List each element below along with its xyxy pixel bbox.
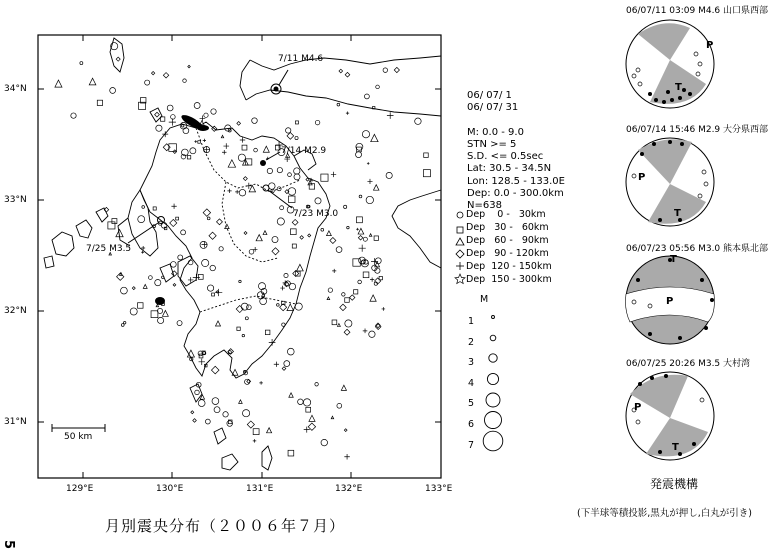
epicenter-mark xyxy=(108,222,115,229)
epicenter-mark xyxy=(308,234,311,237)
epicenter-mark xyxy=(245,317,248,320)
std-dev: S.D. <= 0.5sec xyxy=(467,151,544,163)
epicenter-mark xyxy=(223,412,228,417)
mag-4: 4 xyxy=(468,377,475,389)
epicenter-mark xyxy=(160,117,164,121)
epicenter-mark xyxy=(315,198,321,204)
epicenter-mark xyxy=(359,195,362,198)
epicenter-mark xyxy=(171,115,176,120)
mag-legend-symbols xyxy=(480,310,506,460)
epicenter-mark xyxy=(223,143,229,149)
epicenter-mark xyxy=(239,189,246,196)
epicenter-mark xyxy=(177,321,182,326)
epicenter-mark xyxy=(375,258,381,264)
epicenter-mark xyxy=(194,103,200,109)
mechanism-label-4: 06/07/25 20:26 M3.5 大村湾 xyxy=(626,359,751,369)
p-axis-mark: P xyxy=(634,402,642,413)
epicenter-mark xyxy=(339,69,343,73)
lat-label: 33°N xyxy=(4,195,27,205)
epicenter-mark xyxy=(198,274,203,279)
epicenter-mark xyxy=(376,85,380,89)
mag-6: 6 xyxy=(468,418,475,430)
epicenter-mark xyxy=(170,219,177,226)
epicenter-mark xyxy=(203,139,206,142)
epicenter-mark xyxy=(55,80,62,87)
mechanism-label-2: 06/07/14 15:46 M2.9 大分県西部 xyxy=(626,125,769,135)
epicenter-mark xyxy=(112,219,117,224)
epicenter-mark xyxy=(204,113,208,117)
epicenter-mark xyxy=(246,305,251,310)
epicenter-mark xyxy=(303,399,310,406)
coastline xyxy=(44,38,441,470)
epicenter-mark xyxy=(253,439,256,442)
epicenter-mark xyxy=(155,112,160,117)
epicenter-mark xyxy=(344,454,349,459)
mag-7: 7 xyxy=(468,439,475,451)
epicenter-mark xyxy=(89,78,96,85)
epicenter-mark xyxy=(227,189,231,193)
epicenter-mark xyxy=(374,236,378,240)
epicenter-mark xyxy=(221,135,223,137)
epicenter-mark xyxy=(274,362,279,367)
mag-1: 1 xyxy=(468,316,475,327)
t-axis-mark: T xyxy=(675,82,682,93)
epicenter-mark xyxy=(217,219,223,225)
epicenter-mark xyxy=(123,322,125,324)
epicenter-mark xyxy=(423,170,430,177)
mag-2: 2 xyxy=(468,336,475,348)
epicenter-mark xyxy=(362,131,369,138)
legend-dep-0-30: Dep 0 - 30km xyxy=(466,209,546,220)
epicenter-mark xyxy=(373,185,378,190)
epicenter-mark xyxy=(345,320,352,327)
epicenter-mark xyxy=(277,304,280,307)
epicenter-mark xyxy=(288,450,294,456)
map-ticks xyxy=(38,35,441,478)
epicenter-mark xyxy=(259,381,262,384)
epicenter-mark xyxy=(369,331,375,337)
epicenter-mark xyxy=(371,258,378,265)
epicenter-mark xyxy=(424,153,429,158)
event-marker xyxy=(260,160,266,166)
epicenter-mark xyxy=(199,359,205,365)
p-axis-mark: P xyxy=(666,296,674,307)
epicenter-mark xyxy=(331,172,336,177)
epicenter-mark xyxy=(363,272,369,278)
epicenter-mark xyxy=(198,400,205,407)
epicenter-mark xyxy=(386,172,392,178)
epicenter-mark xyxy=(282,367,286,371)
epicenter-mark xyxy=(267,168,272,173)
epicenter-mark xyxy=(71,113,76,118)
labeled-events xyxy=(128,70,292,243)
epicenter-mark xyxy=(284,361,290,367)
epicenter-mark xyxy=(181,230,186,235)
epicenter-mark xyxy=(142,206,145,209)
epicenter-mark xyxy=(151,72,154,75)
epicenter-mark xyxy=(294,174,300,180)
epicenter-mark xyxy=(219,247,223,251)
epicenter-mark xyxy=(116,57,120,61)
epicenter-mark xyxy=(222,150,226,154)
lon-label: 133°E xyxy=(425,484,453,494)
epicenter-mark xyxy=(315,383,318,386)
epicenter-mark xyxy=(331,416,334,419)
epicenter-mark xyxy=(284,273,288,277)
event-label: 7/11 M4.6 xyxy=(278,54,324,64)
epicenter-mark xyxy=(256,235,262,241)
epicenter-mark xyxy=(383,68,388,73)
epicenter-mark xyxy=(176,217,179,220)
epicenter-mark xyxy=(249,185,255,191)
epicenter-mark xyxy=(387,112,394,119)
epicenter-mark xyxy=(370,295,376,301)
epicenter-mark xyxy=(345,72,350,77)
epicenter-mark xyxy=(295,303,302,310)
epicenter-mark xyxy=(187,156,190,159)
epicenter-mark xyxy=(350,295,355,300)
epicenter-mark xyxy=(207,217,210,220)
epicenter-mark xyxy=(190,148,196,154)
epicenter-mark xyxy=(358,280,362,284)
mechanism-label-3: 06/07/23 05:56 M3.0 熊本県北部 xyxy=(626,244,769,254)
epicenter-mark xyxy=(321,439,327,445)
epicenter-mark xyxy=(215,321,220,326)
epicenter-mark xyxy=(366,196,373,203)
lon-label: 132°E xyxy=(335,484,363,494)
depth-legend xyxy=(466,208,552,286)
epicenter-mark xyxy=(375,262,380,267)
epicenter-mark xyxy=(171,204,176,209)
epicenter-mark xyxy=(295,121,298,124)
epicenter-mark xyxy=(282,323,285,326)
epicenter-mark xyxy=(289,393,293,397)
beachball-1 xyxy=(620,14,720,114)
epicenter-mark xyxy=(242,334,244,336)
epicenter-mark xyxy=(243,410,250,417)
epicenter-mark xyxy=(290,229,296,235)
epicenter-mark xyxy=(132,287,135,290)
epicenter-mark xyxy=(156,125,162,131)
lat-label: 31°N xyxy=(4,417,27,427)
epicenter-mark xyxy=(207,285,213,291)
epicenter-mark xyxy=(341,385,346,390)
epicenter-mark xyxy=(280,206,284,210)
epicenter-mark xyxy=(370,278,374,282)
magnitude-range: M: 0.0 - 9.0 xyxy=(467,126,524,138)
epicenter-mark xyxy=(228,160,235,167)
map-frame xyxy=(38,35,441,478)
epicenter-mark xyxy=(188,65,191,68)
epicenter-mark xyxy=(369,234,372,237)
epicenter-mark xyxy=(169,119,176,126)
lat-label: 32°N xyxy=(4,306,27,316)
query-info xyxy=(467,90,565,213)
epicenter-mark xyxy=(138,216,145,223)
epicenter-mark xyxy=(145,80,150,85)
epicenter-mark xyxy=(188,260,193,265)
mechanism-title: 発震機構 xyxy=(650,477,699,491)
epicenter-mark xyxy=(202,259,209,266)
epicenter-mark xyxy=(265,330,270,335)
legend-dep-60-90: Dep 60 - 90km xyxy=(466,235,549,246)
epicenter-mark xyxy=(242,145,247,150)
epicenter-mark xyxy=(358,228,364,234)
depth-range: Dep: 0.0 - 300.0km xyxy=(467,188,564,200)
legend-dep-120-150: Dep 120 - 150km xyxy=(466,261,552,272)
epicenter-mark xyxy=(80,62,83,65)
epicenter-mark xyxy=(288,173,292,177)
epicenter-mark xyxy=(138,303,143,308)
epicenter-mark xyxy=(263,146,269,152)
epicenter-mark xyxy=(195,390,200,395)
event-label: 7/23 M3.0 xyxy=(293,209,339,219)
page-title: 月別震央分布（２００６年７月） xyxy=(105,517,346,535)
mag-legend-title: M xyxy=(480,294,489,305)
epicenter-mark xyxy=(287,348,294,355)
epicenter-mark xyxy=(337,103,340,106)
epicenter-mark xyxy=(149,276,153,280)
epicenter-mark xyxy=(239,280,241,282)
epicenter-mark xyxy=(287,133,294,140)
p-axis-mark: P xyxy=(638,172,646,183)
epicenter-mark xyxy=(162,310,168,316)
epicenter-mark xyxy=(344,429,347,432)
beachball-3 xyxy=(620,250,720,350)
epicenter-mark xyxy=(292,244,296,248)
page-number: 5 xyxy=(1,540,16,550)
mag-3: 3 xyxy=(468,357,475,369)
epicenter-mark xyxy=(306,407,311,412)
epicenter-mark xyxy=(297,264,304,271)
epicenter-mark xyxy=(260,298,267,305)
epicenter-mark xyxy=(267,428,272,433)
lon-range: Lon: 128.5 - 133.0E xyxy=(467,175,565,187)
epicenter-mark xyxy=(356,217,362,223)
epicenter-mark xyxy=(237,121,241,125)
epicenter-mark xyxy=(240,137,245,142)
epicenter-mark xyxy=(110,87,116,93)
epicenter-mark xyxy=(394,67,399,72)
epicenter-mark xyxy=(183,128,189,134)
epicenter-mark xyxy=(321,174,328,181)
t-axis-mark: T xyxy=(670,254,677,265)
epicenter-mark xyxy=(379,276,382,279)
epicenter-mark xyxy=(308,181,312,185)
epicenter-mark xyxy=(280,286,285,291)
epicenter-mark xyxy=(364,94,369,99)
epicenter-mark xyxy=(367,162,370,165)
lat-label: 34°N xyxy=(4,84,27,94)
scale-label: 50 km xyxy=(64,432,93,442)
epicenter-mark xyxy=(345,298,350,303)
epicenter-mark xyxy=(367,179,372,184)
mechanism-note: (下半球等積投影,黒丸が押し,白丸が引き) xyxy=(577,508,752,519)
epicenter-mark xyxy=(121,287,128,294)
epicenter-mark xyxy=(358,236,362,240)
epicenter-mark xyxy=(151,311,158,318)
epicenter-mark xyxy=(249,249,254,254)
epicenter-mark xyxy=(363,329,368,334)
epicenter-mark xyxy=(209,232,216,239)
epicenter-mark xyxy=(198,141,201,144)
epicenter-mark xyxy=(130,308,137,315)
epicenter-mark xyxy=(173,284,176,287)
epicenter-mark xyxy=(382,307,386,311)
epicenter-mark xyxy=(294,168,300,174)
t-axis-mark: T xyxy=(674,208,681,219)
epicenter-mark xyxy=(272,248,279,255)
event-count: N=638 xyxy=(467,200,502,212)
epicenter-mark xyxy=(326,231,331,236)
t-axis-mark: T xyxy=(672,442,679,453)
legend-dep-30-60: Dep 30 - 60km xyxy=(466,222,549,233)
epicenter-mark xyxy=(292,219,298,225)
epicenter-mark xyxy=(337,323,340,326)
epicenter-mark xyxy=(215,289,222,296)
mag-legend xyxy=(468,312,474,456)
epicenter-mark xyxy=(298,399,304,405)
p-axis-mark: P xyxy=(706,40,714,51)
epicenter-mark xyxy=(193,274,200,281)
epicenter-mark xyxy=(237,327,240,330)
epicenter-mark xyxy=(210,265,216,271)
epicenter-mark xyxy=(356,152,362,158)
epicenter-mark xyxy=(178,255,183,260)
epicenter-mark xyxy=(158,317,164,323)
epicenter-mark xyxy=(328,288,332,292)
epicenter-mark xyxy=(332,269,336,273)
lon-label: 129°E xyxy=(66,484,94,494)
epicenter-mark xyxy=(277,167,282,172)
epicenter-mark xyxy=(252,118,258,124)
epicenter-mark xyxy=(263,231,267,235)
lon-label: 130°E xyxy=(156,484,184,494)
epicenter-mark xyxy=(235,190,239,194)
epicenter-mark xyxy=(194,140,197,143)
epicenter-mark xyxy=(300,236,304,240)
epicenter-mark xyxy=(212,398,219,405)
date-from: 06/ 07/ 1 xyxy=(467,90,512,101)
epicenter-mark xyxy=(344,205,347,208)
epicenter-mark xyxy=(272,236,278,242)
epicenter-mark xyxy=(203,209,210,216)
epicenter-mark xyxy=(183,79,187,83)
epicenter-mark xyxy=(332,320,337,325)
lon-label: 131°E xyxy=(246,484,274,494)
epicenter-mark xyxy=(167,105,173,111)
epicenter-mark xyxy=(309,415,315,421)
epicenter-mark xyxy=(171,262,177,268)
epicenter-mark xyxy=(163,73,168,78)
epicenter-mark xyxy=(205,419,210,424)
epicenter-mark xyxy=(97,100,102,105)
epicenter-mark xyxy=(363,237,367,241)
beachball-2 xyxy=(620,132,720,232)
epicenter-mark xyxy=(330,238,336,244)
epicenter-mark xyxy=(247,421,254,428)
epicenter-mark xyxy=(211,366,219,374)
mag-5: 5 xyxy=(468,398,475,410)
epicenter-mark xyxy=(143,284,147,288)
epicenter-mark xyxy=(371,134,378,141)
epicenter-mark xyxy=(354,290,358,294)
epicenter-mark xyxy=(212,293,215,296)
epicenter-mark xyxy=(327,297,330,300)
epicenter-mark xyxy=(415,118,421,124)
epicenter-mark xyxy=(214,407,220,413)
event-marker xyxy=(274,87,279,92)
epicenter-mark xyxy=(315,120,320,125)
epicenter-mark xyxy=(342,293,345,296)
legend-dep-90-120: Dep 90 - 120km xyxy=(466,248,549,259)
epicenter-mark xyxy=(244,231,247,234)
epicenter-mark xyxy=(277,218,284,225)
date-to: 06/ 07/ 31 xyxy=(467,102,519,114)
epicenter-mark xyxy=(289,196,295,202)
epicenter-mark xyxy=(239,400,243,404)
epicenter-mark xyxy=(288,188,296,196)
epicenter-mark xyxy=(243,177,247,181)
epicenter-mark xyxy=(269,183,276,190)
epicenter-mark xyxy=(225,224,229,228)
epicenter-mark xyxy=(344,329,350,335)
station-count: STN >= 5 xyxy=(467,138,517,150)
beachball-4 xyxy=(620,366,720,466)
epicenter-mark xyxy=(336,247,342,253)
epicenter-mark xyxy=(287,304,294,311)
epicenter-mark xyxy=(181,125,183,127)
epicenter-mark xyxy=(153,207,156,210)
epicenter-mark xyxy=(356,228,359,231)
epicenter-mark xyxy=(295,136,298,139)
epicenter-mark xyxy=(254,148,258,152)
epicenter-mark xyxy=(253,429,259,435)
lat-range: Lat: 30.5 - 34.5N xyxy=(467,163,552,175)
epicenter-mark xyxy=(289,283,295,289)
epicenter-mark xyxy=(321,228,324,231)
epicenter-mark xyxy=(340,304,346,310)
epicenter-mark xyxy=(337,403,342,408)
scale-bar xyxy=(52,424,105,432)
epicenter-mark xyxy=(200,241,207,248)
epicenter-mark xyxy=(347,226,349,228)
legend-dep-150-300: Dep 150 - 300km xyxy=(466,274,552,285)
mechanism-label-1: 06/07/11 03:09 M4.6 山口県西部 xyxy=(626,6,769,16)
epicenter-mark xyxy=(211,109,216,114)
event-label: 7/14 M2.9 xyxy=(281,146,327,156)
event-label: 7/25 M3.5 xyxy=(86,244,132,254)
epicenter-mark xyxy=(359,245,366,252)
epicenter-mark xyxy=(191,411,194,414)
epicenter-mark xyxy=(193,419,197,423)
epicenter-mark xyxy=(238,154,245,161)
epicenter-mark xyxy=(155,280,161,286)
epicenter-mark xyxy=(346,112,349,115)
